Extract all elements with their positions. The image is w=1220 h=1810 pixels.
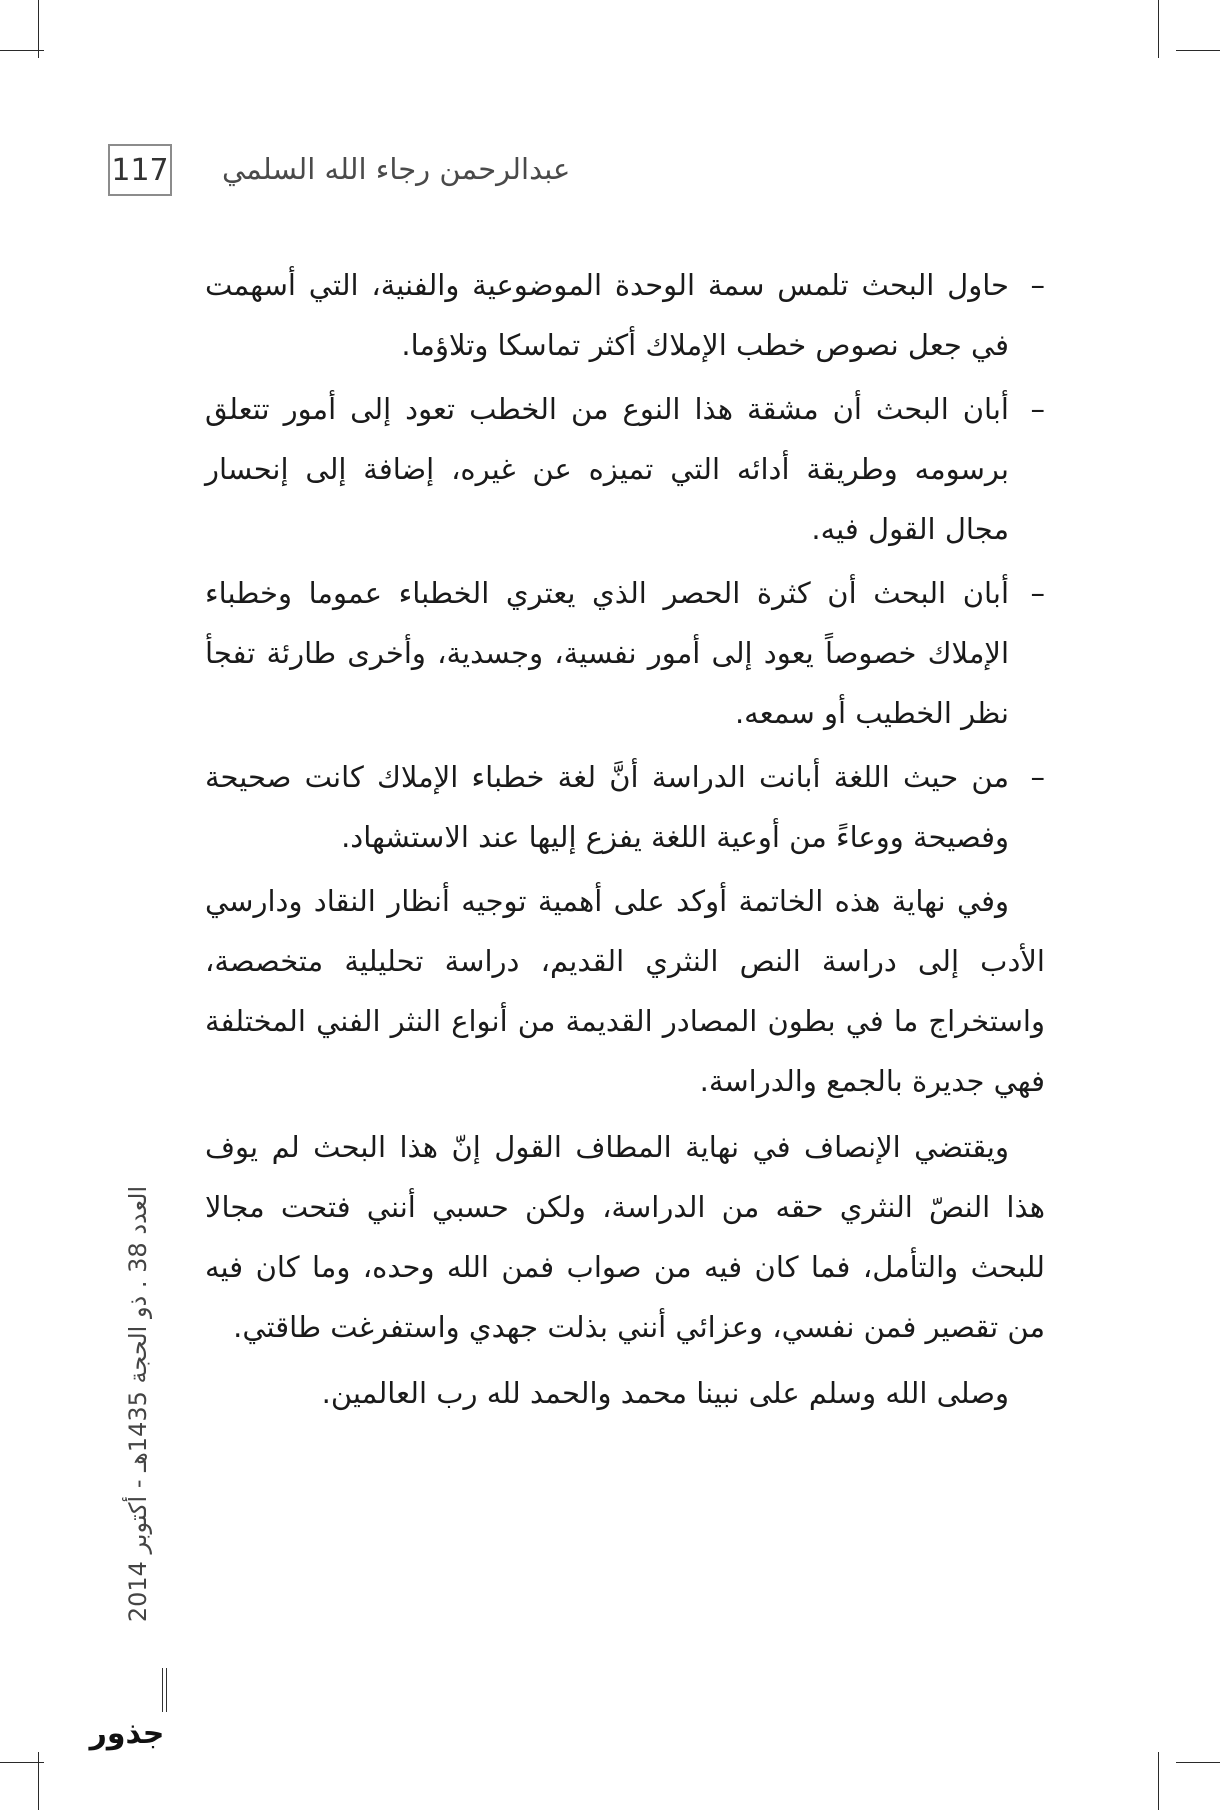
bullet-text: حاول البحث تلمس سمة الوحدة الموضوعية والفنية، التي أسهمت في جعل نصوص خطب الإملاك أكثر تماسكا وتلاؤما. (205, 268, 1009, 362)
bullet-dash: – (1030, 760, 1045, 794)
conclusion-bullet (205, 255, 1045, 375)
crop-mark (1176, 50, 1220, 51)
bullet-text: أبان البحث أن كثرة الحصر الذي يعتري الخطباء عموما وخطباء الإملاك خصوصاً يعود إلى أمور نفسية، وجسدية، وأخرى طارئة تفجأ نظر الخطيب أو سمعه. (205, 576, 1009, 730)
conclusion-bullet (205, 563, 1045, 743)
crop-mark (0, 1762, 44, 1763)
bullet-dash: – (1030, 576, 1045, 610)
bullet-text: من حيث اللغة أبانت الدراسة أنَّ لغة خطباء الإملاك كانت صحيحة وفصيحة ووعاءً من أوعية اللغة يفزع إليها عند الاستشهاد. (205, 760, 1009, 854)
bullet-dash: – (1030, 268, 1045, 302)
crop-mark (1158, 1752, 1159, 1810)
issue-info-text: العدد 38 . ذو الحجة 1435هـ - أكتوبر 2014 (124, 1185, 152, 1623)
crop-mark (1176, 1762, 1220, 1763)
running-header-author: عبدالرحمن رجاء الله السلمي (222, 152, 571, 186)
conclusion-bullet (205, 747, 1045, 867)
body-text (205, 255, 1045, 1423)
bullet-text: أبان البحث أن مشقة هذا النوع من الخطب تعود إلى أمور تتعلق برسومه وطريقة أدائه التي تميزه عن غيره، إضافة إلى إنحسار مجال القول فيه. (205, 392, 1009, 546)
crop-mark (1158, 0, 1159, 58)
conclusion-bullet (205, 379, 1045, 559)
body-paragraph: وفي نهاية هذه الخاتمة أوكد على أهمية توجيه أنظار النقاد ودارسي الأدب إلى دراسة النص النثري القديم، دراسة تحليلية متخصصة، واستخراج ما في بطون المصادر القديمة من أنواع النثر الفني المختلفة فهي جديرة بالجمع والدراسة. (205, 884, 1045, 1098)
body-paragraph: ويقتضي الإنصاف في نهاية المطاف القول إنّ هذا البحث لم يوف هذا النصّ النثري حقه من الدراسة، ولكن حسبي أنني فتحت مجالا للبحث والتأمل، فما كان فيه من صواب فمن الله وحده، وما كان فيه من تقصير فمن نفسي، وعزائي أنني بذلت جهدي واستفرغت طاقتي. (205, 1130, 1045, 1344)
crop-mark (0, 50, 44, 51)
page-number: 117 (108, 144, 172, 196)
journal-logo: جذور (89, 1716, 165, 1751)
issue-info-vertical (118, 1146, 158, 1662)
closing-line: وصلى الله وسلم على نبينا محمد والحمد لله رب العالمين. (321, 1376, 1009, 1410)
side-divider (162, 1668, 167, 1712)
crop-mark (38, 1752, 39, 1810)
bullet-dash: – (1030, 392, 1045, 426)
